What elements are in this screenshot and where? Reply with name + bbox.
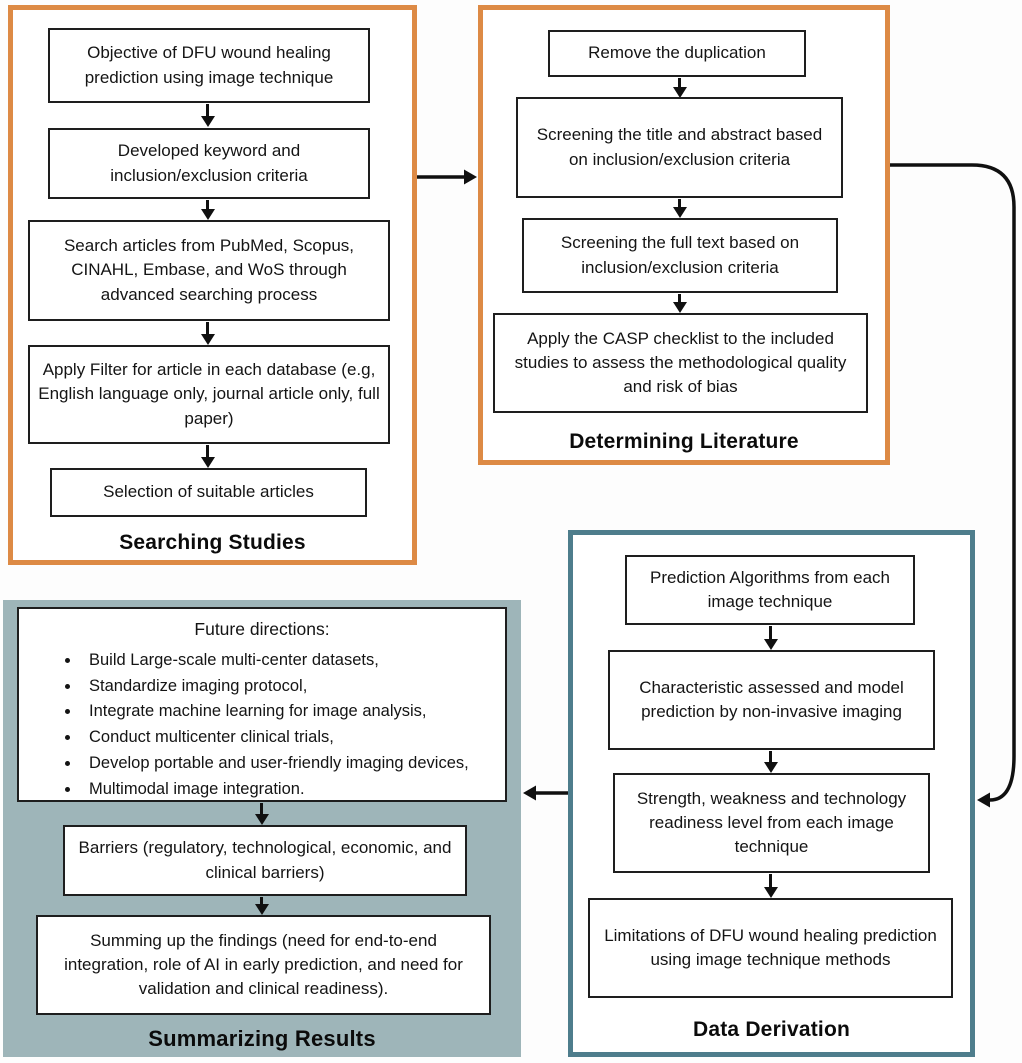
list-item: • Multimodal image integration. bbox=[81, 777, 495, 803]
arrow-down-icon bbox=[206, 445, 209, 457]
arrow-down-icon bbox=[678, 199, 681, 207]
flow-step-search-articles: Search articles from PubMed, Scopus, CINAHL, Embase, and WoS through advanced searching process bbox=[28, 220, 390, 321]
list-item: • Conduct multicenter clinical trials, bbox=[81, 725, 495, 751]
flow-step-screen-title-abstract: Screening the title and abstract based on inclusion/exclusion criteria bbox=[516, 97, 843, 198]
flow-step-keywords: Developed keyword and inclusion/exclusion criteria bbox=[48, 128, 370, 199]
future-directions-header: Future directions: bbox=[194, 619, 330, 639]
arrow-down-icon bbox=[678, 78, 681, 87]
flow-step-screen-fulltext: Screening the full text based on inclusion/exclusion criteria bbox=[522, 218, 838, 293]
section-title-determining-literature: Determining Literature bbox=[569, 430, 799, 453]
flow-step-strength-weakness: Strength, weakness and technology readiness level from each image technique bbox=[613, 773, 930, 873]
list-item: • Standardize imaging protocol, bbox=[81, 674, 495, 700]
arrow-down-icon bbox=[769, 751, 772, 762]
connector-derivation-to-summarizing-arrow-icon bbox=[523, 786, 568, 801]
section-title-searching-studies: Searching Studies bbox=[119, 531, 306, 554]
flow-step-future-directions bbox=[17, 607, 507, 802]
flow-step-characteristic-assessed: Characteristic assessed and model prediction by non-invasive imaging bbox=[608, 650, 935, 750]
flow-step-summing-up: Summing up the findings (need for end-to-end integration, role of AI in early prediction, and need for validation and clinical readiness). bbox=[36, 915, 491, 1015]
flow-step-barriers: Barriers (regulatory, technological, economic, and clinical barriers) bbox=[63, 825, 467, 896]
arrow-down-icon bbox=[260, 803, 263, 814]
arrow-down-icon bbox=[769, 874, 772, 887]
flow-step-limitations: Limitations of DFU wound healing prediction using image technique methods bbox=[588, 898, 953, 998]
arrow-down-icon bbox=[769, 626, 772, 639]
flow-step-selection: Selection of suitable articles bbox=[50, 468, 367, 517]
arrow-down-icon bbox=[678, 294, 681, 302]
arrow-down-icon bbox=[206, 200, 209, 209]
list-item: • Integrate machine learning for image analysis, bbox=[81, 699, 495, 725]
list-item: • Develop portable and user-friendly imaging devices, bbox=[81, 751, 495, 777]
arrow-down-icon bbox=[260, 897, 263, 904]
arrow-down-icon bbox=[206, 322, 209, 334]
connector-searching-to-determining-arrow-icon bbox=[417, 170, 477, 185]
list-item: • Build Large-scale multi-center datasets, bbox=[81, 648, 495, 674]
section-title-data-derivation: Data Derivation bbox=[692, 1018, 851, 1041]
flow-step-prediction-algorithms: Prediction Algorithms from each image technique bbox=[625, 555, 915, 625]
flow-step-remove-duplication: Remove the duplication bbox=[548, 30, 806, 77]
flow-step-apply-filter: Apply Filter for article in each database (e.g, English language only, journal article only, full paper) bbox=[28, 345, 390, 444]
future-directions-list bbox=[29, 648, 495, 802]
flow-step-casp-checklist: Apply the CASP checklist to the included studies to assess the methodological quality and risk of bias bbox=[493, 313, 868, 413]
section-title-summarizing-results: Summarizing Results bbox=[148, 1026, 376, 1051]
flow-step-objective: Objective of DFU wound healing prediction using image technique bbox=[48, 28, 370, 103]
arrow-down-icon bbox=[206, 104, 209, 116]
